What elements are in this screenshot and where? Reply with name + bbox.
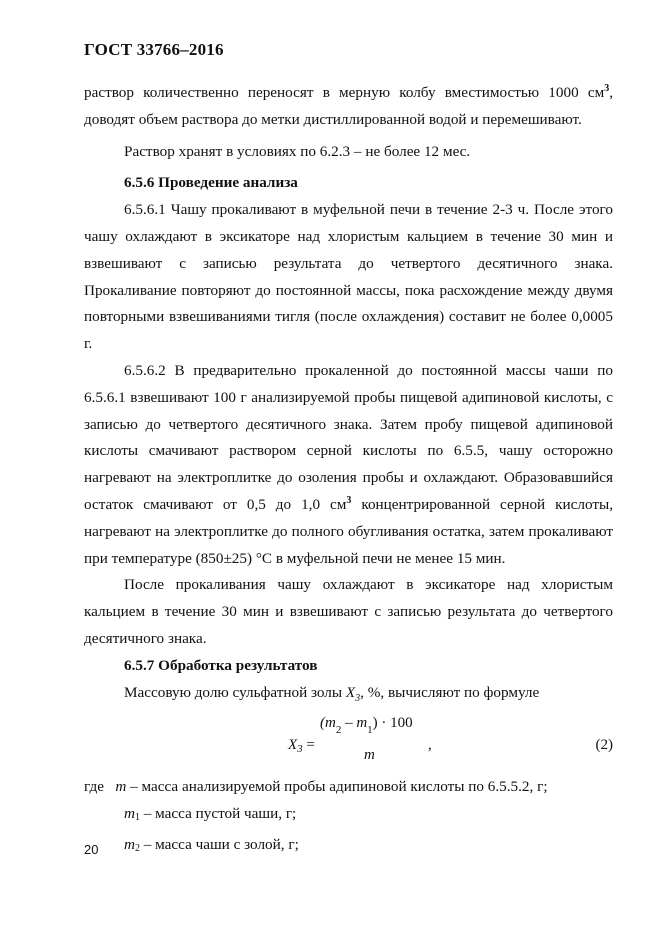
formula-denominator: m [364,747,375,764]
formula-lhs: $X_3$ = [288,737,315,756]
formula-x3 [84,714,613,770]
paragraph-storage: Раствор хранят в условиях по 6.2.3 – не более 12 мес. [124,142,471,160]
where-line-m2: $m_2$ – масса чаши с золой, г; [124,835,299,854]
paragraph-formula-intro: Массовую долю сульфатной золы $X_3$, %, вычисляют по формуле [124,683,540,704]
paragraph-after-calcination: После прокаливания чашу охлаждают в эксикаторе над хлористым кальцием в течение 30 мин и взвешивают с записью результата до четвертого десятичного знака. [84,576,613,647]
formula-comma: , [428,737,432,754]
document-header: ГОСТ 33766–2016 [84,40,224,59]
page-number: 20 [84,842,99,857]
paragraph-continuation: раствор количественно переносят в мерную колбу вместимостью 1000 $см^3$, доводят объем раствора до метки дистиллированной водой и перемешивают. [84,83,613,128]
section-heading-6-5-7: 6.5.7 Обработка результатов [124,656,318,674]
section-heading-6-5-6: 6.5.6 Проведение анализа [124,174,298,192]
formula-numerator: $(m_2 - m_1) \cdot 100$ [320,715,413,737]
where-line-m: где m – масса анализируемой пробы адипиновой кислоты по 6.5.5.2, г; [84,778,548,796]
paragraph-6-5-6-2: 6.5.6.2 В предварительно прокаленной до постоянной массы чаши по 6.5.6.1 взвешивают 100 г анализируемой пробы пищевой адипиновой кислоты, с записью до четвертого десятичного знака. Затем пробу пищевой адипиновой кислоты смачивают раствором серной кислоты по 6.5.5, чашу осторожно нагревают на электроплитке до озоления пробы и охлаждают. Образовавшийся остаток смачивают от 0,5 до 1,0 $см^3$ концентрированной серной кислоты, нагревают на электроплитке до полного обугливания остатка, затем прокаливают при температуре (850±25) °С в муфельной печи не менее 15 мин. [84,361,613,567]
paragraph-6-5-6-1: 6.5.6.1 Чашу прокаливают в муфельной печи в течение 2-3 ч. После этого чашу охлаждают в эксикаторе над хлористым кальцием в течение 30 мин и взвешивают с записью результата до четвертого десятичного знака. Прокаливание повторяют до постоянной массы, пока расхождение между двумя повторными взвешиваниями тигля (после охлаждения) составит не более 0,0005 г. [84,201,613,353]
where-line-m1: $m_1$ – масса пустой чаши, г; [124,805,297,824]
equation-number: (2) [595,737,613,754]
document-body [84,80,613,863]
